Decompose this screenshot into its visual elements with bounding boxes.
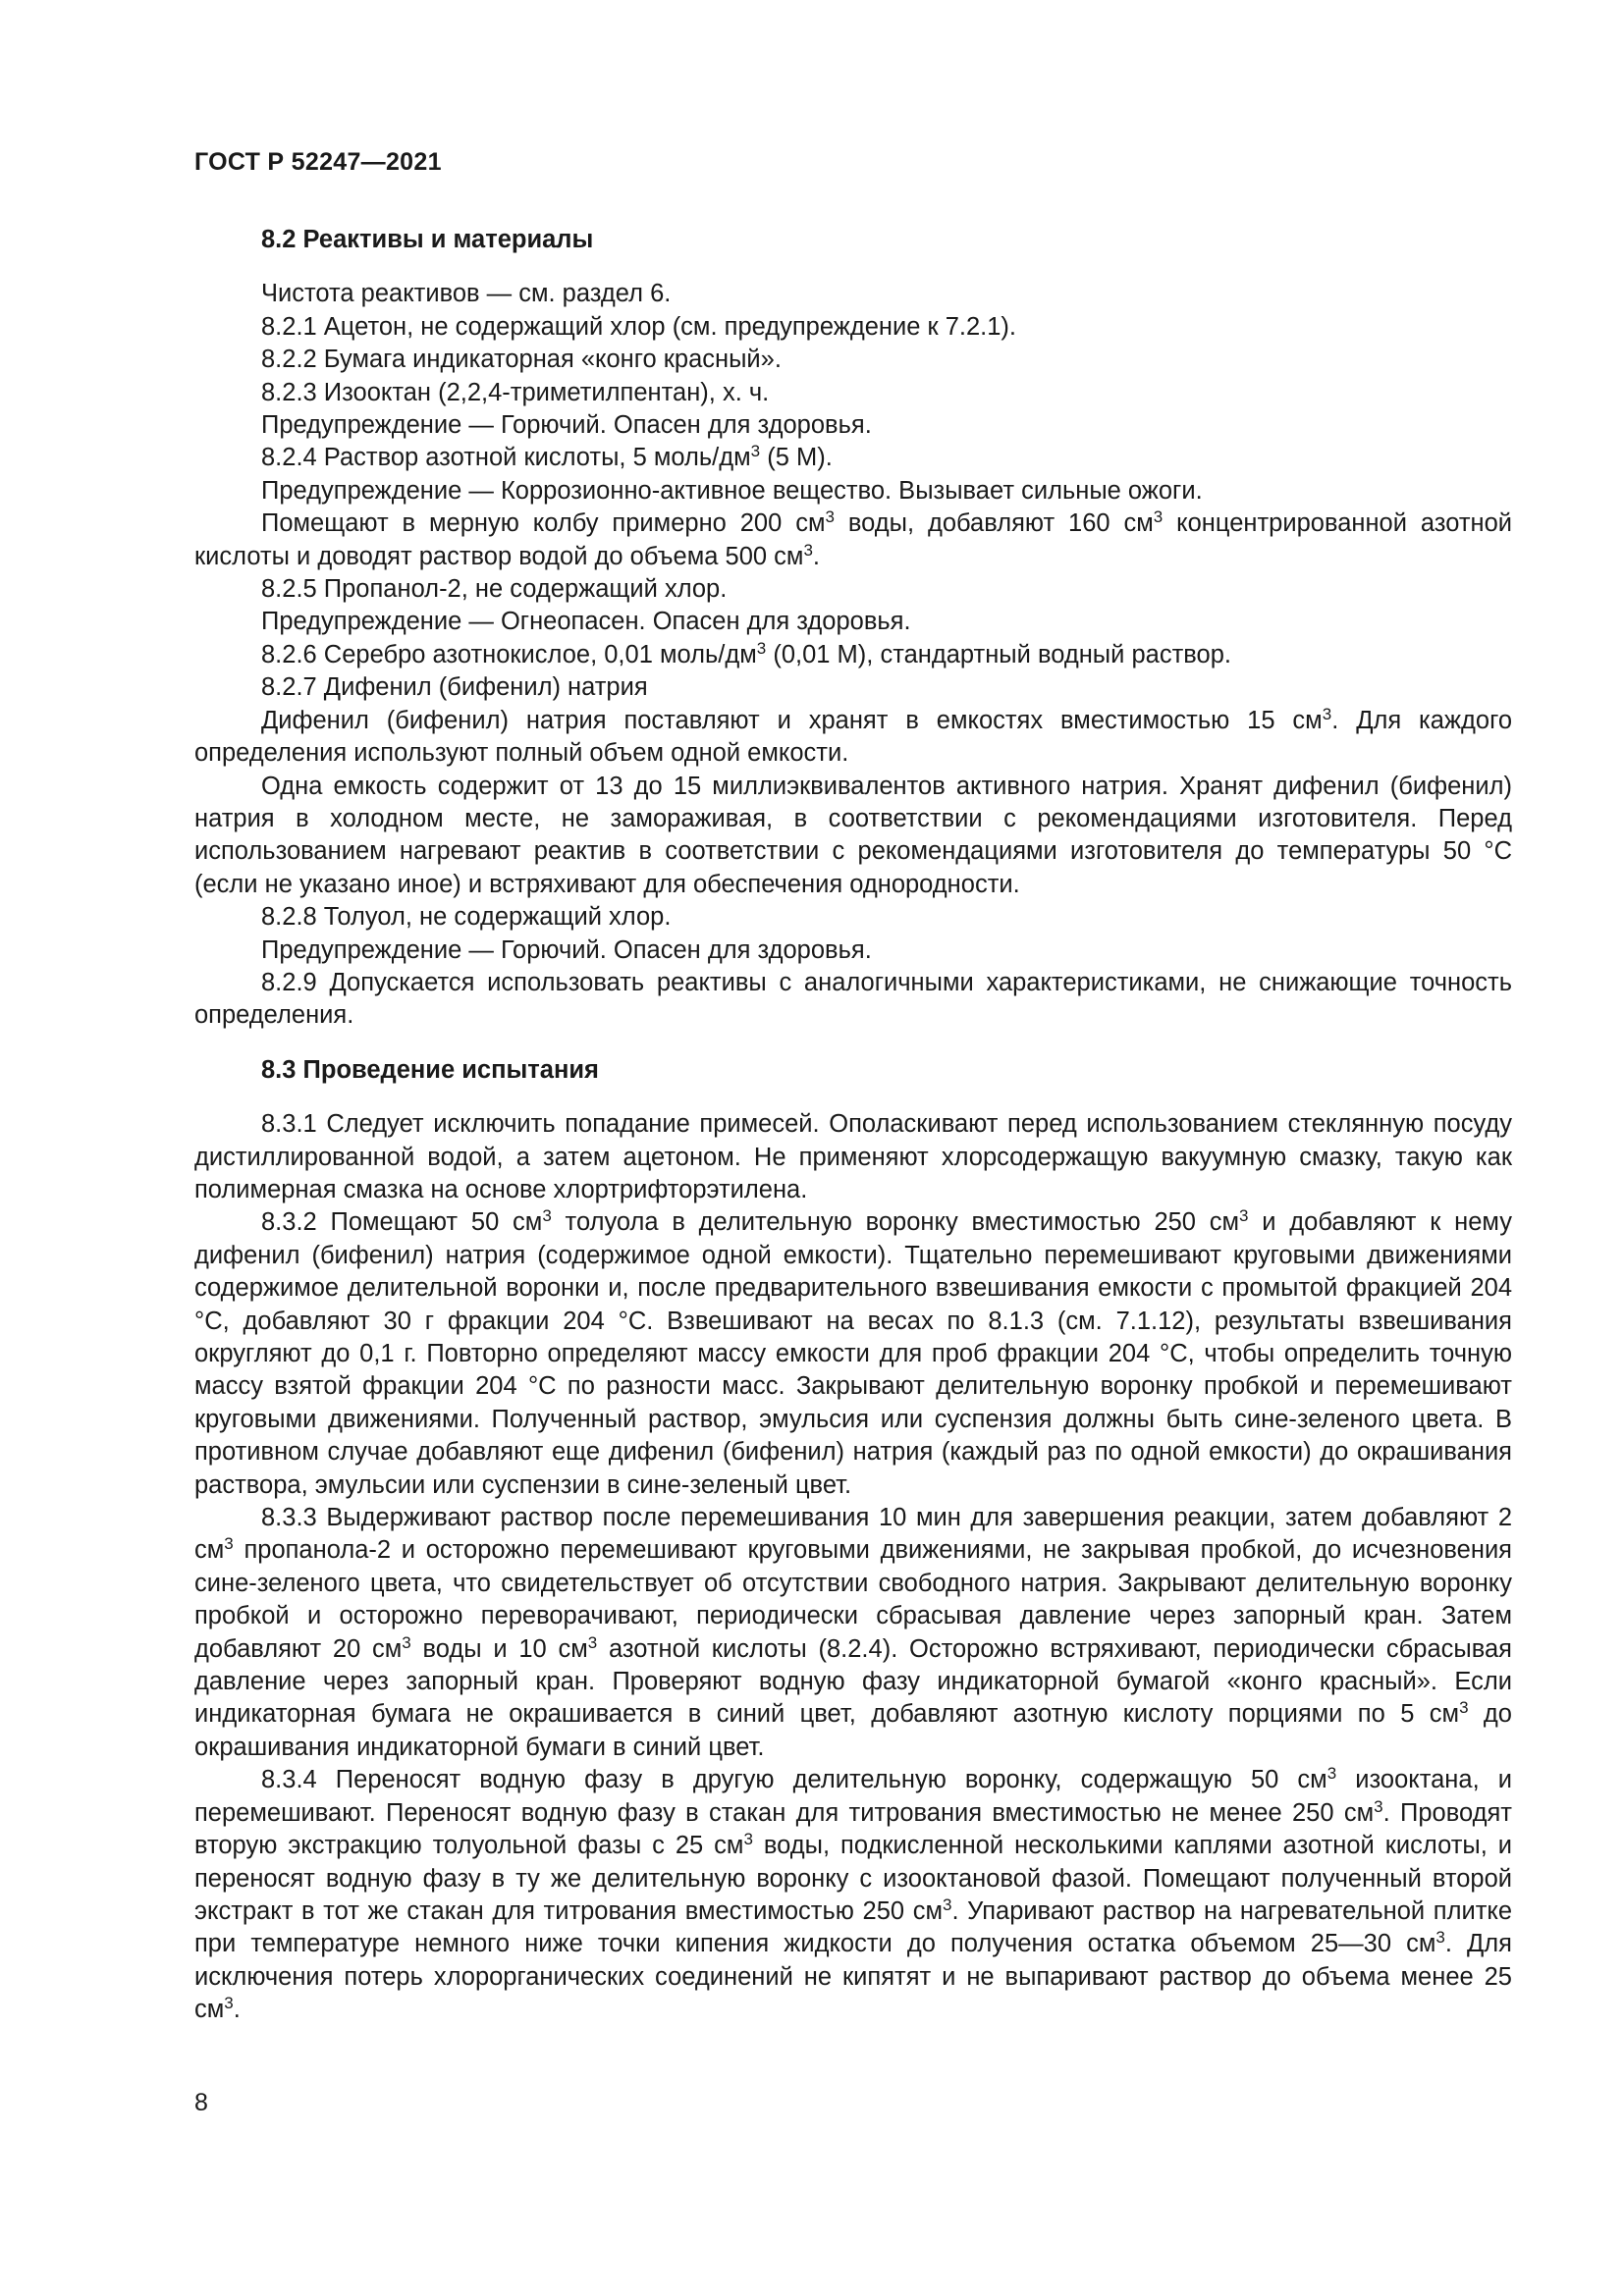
text-run: воды, подкисленной несколькими каплями азотной кислоты, и переносят водную фазу в ту же делительную воронку с изооктановой фазой. Помещают полученный второй экстракт в тот же стакан для титрования вместимостью 250 см [194, 1832, 1512, 1925]
superscript: 3 [825, 507, 835, 527]
text-run: азотной кислоты (8.2.4). Осторожно встряхивают, периодически сбрасывая давление через запорный кран. Проверяют водную фазу индикаторной бумагой «конго красный». Если индикаторная бумага не окрашивается в синий цвет, добавляют азотную кислоту порциями по 5 см [194, 1634, 1512, 1729]
text-run: (5 М). [760, 444, 833, 472]
text-run: 8.2.6 Серебро азотнокислое, 0,01 моль/дм [261, 640, 757, 668]
superscript: 3 [756, 638, 767, 658]
text-run: и добавляют к нему дифенил (бифенил) натрия (содержимое одной емкости). Тщательно перемешивают круговыми движениями содержимое делительной воронки и, после предварительного взвешивания емкости с промытой фракцией 204 °С, добавляют 30 г фракции 204 °С. Взвешивают на весах по 8.1.3 (см. 7.1.12), результаты взвешивания округляют до 0,1 г. Повторно определяют массу емкости для проб фракции 204 °С, чтобы определить точную массу взятой фракции 204 °С по разности масс. Закрывают делительную воронку пробкой и перемешивают круговыми движениями. Полученный раствор, эмульсия или суспензия должны быть сине-зеленого цвета. В противном случае добавляют еще дифенил (бифенил) натрия (каждый раз по одной емкости) до окрашивания раствора, эмульсии или суспензии в сине-зеленый цвет. [194, 1208, 1512, 1499]
clause-8-2-3: 8.2.3 Изооктан (2,2,4-триметилпентан), х. ч. [261, 378, 770, 406]
text-run: 8.3.3 Выдерживают раствор после перемешивания 10 мин для завершения реакции, затем добавляют 2 см [194, 1504, 1512, 1565]
clause-8-2-7: 8.2.7 Дифенил (бифенил) натрия [261, 673, 648, 702]
text-run: концентрированной азотной кислоты и доводят раствор водой до объема 500 см [194, 509, 1513, 570]
superscript: 3 [224, 1994, 234, 2013]
superscript: 3 [1374, 1796, 1383, 1816]
text-run: 8.2.4 Раствор азотной кислоты, 5 моль/дм [261, 444, 751, 472]
superscript: 3 [803, 540, 813, 560]
superscript: 3 [224, 1534, 234, 1554]
clause-8-3-4 [194, 1764, 1512, 2026]
section-8-3-heading: 8.3 Проведение испытания [261, 1055, 599, 1084]
text-run: 8.3.4 Переносят водную фазу в другую делительную воронку, содержащую 50 см [261, 1766, 1327, 1794]
clause-8-2-1: 8.2.1 Ацетон, не содержащий хлор (см. предупреждение к 7.2.1). [261, 312, 1017, 341]
text-run: Помещают в мерную колбу примерно 200 см [261, 509, 826, 538]
superscript: 3 [1322, 704, 1332, 723]
superscript: 3 [750, 442, 761, 461]
superscript: 3 [1239, 1206, 1249, 1226]
clause-8-3-2 [194, 1206, 1512, 1502]
clause-8-2-2: 8.2.2 Бумага индикаторная «конго красный». [261, 346, 782, 374]
clause-8-2-9: 8.2.9 Допускается использовать реактивы с аналогичными характеристиками, не снижающие точность определения. [194, 968, 1512, 1030]
clause-8-3-3 [194, 1502, 1512, 1764]
clause-8-2-7-storage: Одна емкость содержит от 13 до 15 миллиэквивалентов активного натрия. Хранят дифенил (бифенил) натрия в холодном месте, не замораживая, в соответствии с рекомендациями изготовителя. Перед использованием нагревают реактив в соответствии с рекомендациями изготовителя до температуры 50 °С (если не указано иное) и встряхивают для обеспечения однородности. [194, 772, 1512, 898]
document-body [194, 224, 1512, 2027]
clause-8-3-1: 8.3.1 Следует исключить попадание примесей. Ополаскивают перед использованием стеклянную посуду дистиллированной водой, а затем ацетоном. Не применяют хлорсодержащую вакуумную смазку, такую как полимерная смазка на основе хлортрифторэтилена. [194, 1110, 1512, 1203]
purity-note: Чистота реактивов — см. раздел 6. [261, 280, 672, 308]
text-run: воды и 10 см [410, 1634, 588, 1663]
document-header: ГОСТ Р 52247—2021 [194, 148, 442, 176]
warning-8-2-4: Предупреждение — Коррозионно-активное вещество. Вызывает сильные ожоги. [261, 476, 1203, 505]
clause-8-2-7-description [194, 705, 1512, 771]
text-run: . Для исключения потерь хлорорганических соединений не кипятят и не выпаривают раствор до объема менее 25 см [194, 1930, 1512, 2024]
text-run: . Проводят вторую экстракцию толуольной фазы с 25 см [194, 1798, 1512, 1860]
superscript: 3 [587, 1632, 598, 1652]
text-run: пропанола-2 и осторожно перемешивают круговыми движениями, не закрывая пробкой, до исчезновения сине-зеленого цвета, что свидетельствует об отсутствии свободного натрия. Закрывают делительную воронку пробкой и осторожно переворачивают, периодически сбрасывая давление через запорный кран. Затем добавляют 20 см [194, 1536, 1512, 1663]
text-run: изооктана, и перемешивают. Переносят водную фазу в стакан для титрования вместимостью не менее 250 см [194, 1766, 1512, 1827]
text-run: толуола в делительную воронку вместимостью 250 см [551, 1208, 1240, 1237]
text-run: . Для каждого определения используют полный объем одной емкости. [194, 706, 1513, 768]
superscript: 3 [402, 1632, 411, 1652]
superscript: 3 [743, 1830, 753, 1849]
superscript: 3 [1459, 1698, 1469, 1718]
text-run: (0,01 М), стандартный водный раствор. [766, 640, 1231, 668]
superscript: 3 [943, 1895, 952, 1914]
warning-8-2-3: Предупреждение — Горючий. Опасен для здоровья. [261, 411, 872, 440]
clause-8-2-8: 8.2.8 Толуол, не содержащий хлор. [261, 903, 672, 932]
text-run: . [233, 1996, 241, 2024]
page-number: 8 [194, 2089, 208, 2116]
clause-8-2-4 [194, 442, 1512, 474]
clause-8-2-4-preparation [194, 507, 1512, 573]
section-8-2-heading: 8.2 Реактивы и материалы [261, 226, 594, 253]
superscript: 3 [1326, 1764, 1337, 1784]
clause-8-2-6 [194, 639, 1512, 671]
text-run: до окрашивания индикаторной бумаги в синий цвет. [194, 1700, 1512, 1761]
clause-8-2-5: 8.2.5 Пропанол-2, не содержащий хлор. [261, 575, 728, 604]
superscript: 3 [1435, 1928, 1445, 1948]
text-run: . Упаривают раствор на нагревательной плитке при температуре немного ниже точки кипения жидкости до получения остатка объемом 25—30 см [194, 1896, 1513, 1958]
superscript: 3 [542, 1206, 552, 1226]
text-run: . [812, 542, 821, 570]
text-run: Дифенил (бифенил) натрия поставляют и хранят в емкостях вместимостью 15 см [261, 706, 1323, 734]
superscript: 3 [1153, 507, 1164, 527]
warning-8-2-5: Предупреждение — Огнеопасен. Опасен для здоровья. [261, 608, 911, 636]
text-run: воды, добавляют 160 см [834, 509, 1154, 538]
text-run: 8.3.2 Помещают 50 см [261, 1208, 543, 1237]
warning-8-2-8: Предупреждение — Горючий. Опасен для здоровья. [261, 935, 872, 964]
